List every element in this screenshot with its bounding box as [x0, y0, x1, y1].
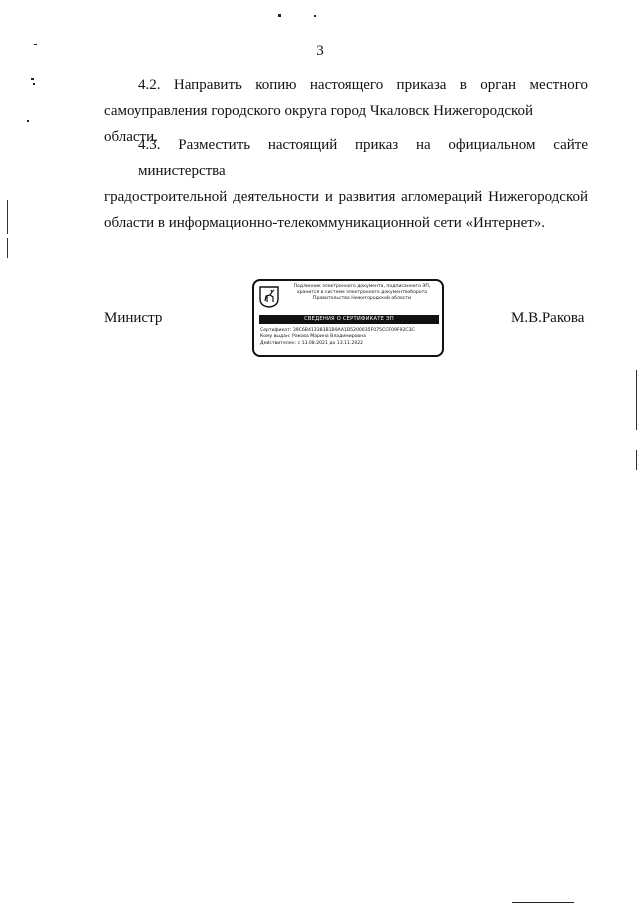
stamp-header-line: Правительства Нижегородской области [313, 296, 411, 301]
paragraph-line: области в информационно-телекоммуникационной сети «Интернет». [104, 215, 546, 231]
valid-value: с 13.08.2021 до 13.11.2022 [297, 340, 364, 346]
scan-dot [278, 14, 281, 17]
stamp-header-line: Подлинник электронного документа, подписанного ЭП, [293, 284, 431, 289]
paragraph-line: 4.2. Направить копию настоящего приказа в орган местного [138, 77, 588, 93]
valid-label: Действителен: [260, 340, 297, 346]
certificate-label: Сертификат: [260, 328, 292, 333]
paragraph-line: 4.3. Разместить настоящий приказ на официальном сайте министерства [138, 137, 588, 179]
certificate-value: 39C6B413383B1B9AA1B5200035F075CCF09F92C3C [292, 328, 415, 333]
issued-to-value: Ракова Марина Владимировна [292, 334, 366, 340]
scan-edge-line [7, 238, 8, 258]
electronic-signature-stamp [252, 279, 444, 357]
scan-edge-line [7, 200, 8, 234]
stamp-details [260, 328, 442, 347]
paragraph-line: самоуправления городского округа город Чкаловск Нижегородской области. [104, 103, 534, 145]
signer-name: М.В.Ракова [511, 310, 585, 326]
stamp-header [282, 284, 442, 302]
page-number: 3 [316, 43, 324, 59]
scan-edge-line [512, 902, 574, 903]
scan-edge-line [636, 370, 637, 430]
stamp-certificate-bar: СВЕДЕНИЯ О СЕРТИФИКАТЕ ЭП [259, 315, 439, 324]
scan-dot [33, 83, 35, 85]
scan-edge-line [636, 450, 637, 470]
stamp-header-line: хранится в системе электронного документооборота [296, 290, 428, 295]
stamp-valid-row [260, 341, 442, 347]
scan-dot [314, 15, 316, 17]
paragraph-line: градостроительной деятельности и развития агломераций Нижегородской [104, 189, 588, 205]
scan-dot [27, 120, 29, 122]
signer-title: Министр [104, 310, 163, 326]
scan-dot [31, 78, 34, 80]
coat-of-arms-deer-icon [259, 286, 279, 308]
issued-to-label: Кому выдан: [260, 334, 291, 340]
paragraph-4-3 [104, 132, 588, 236]
